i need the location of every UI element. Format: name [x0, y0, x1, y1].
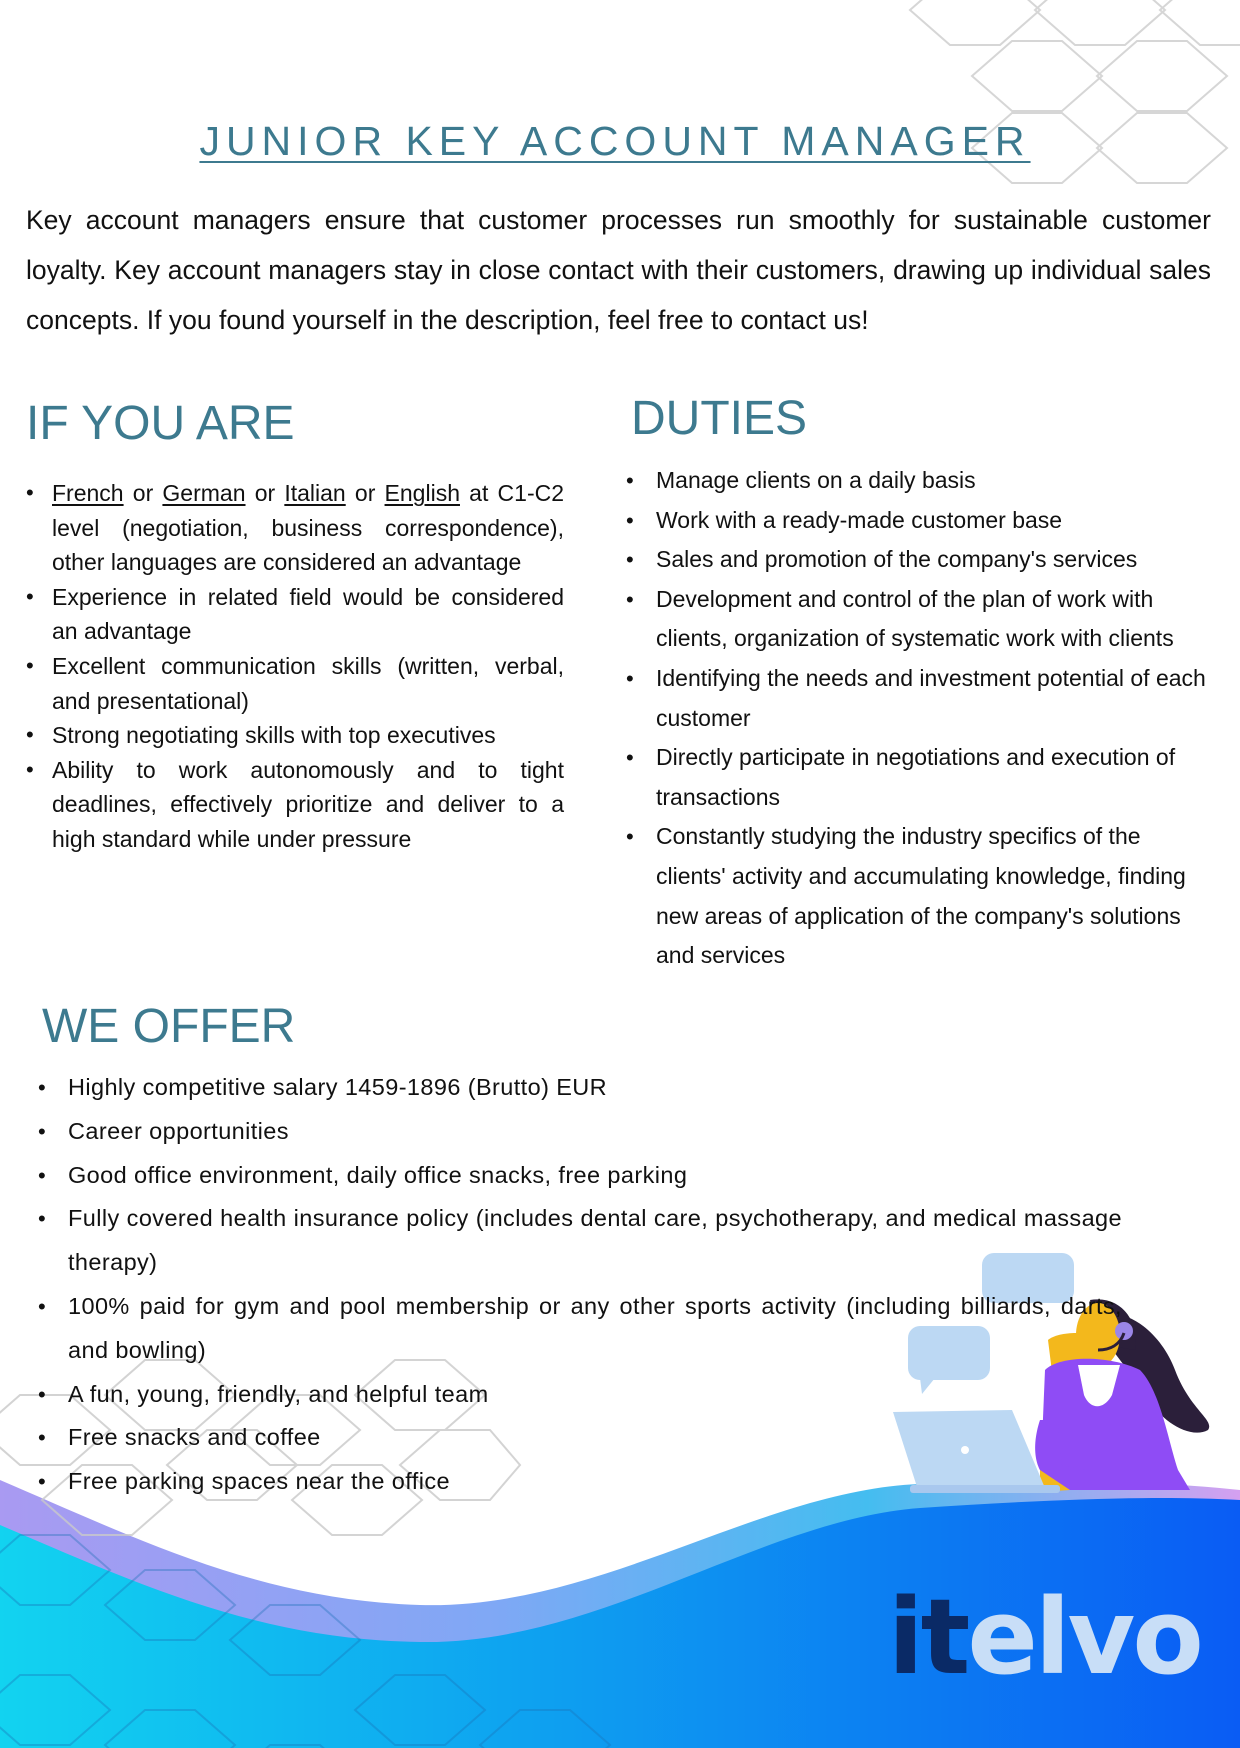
list-item: • Free snacks and coffee [42, 1416, 1122, 1460]
list-item: • Fully covered health insurance policy (includes dental care, psychotherapy, and medical massage therapy) [42, 1197, 1122, 1285]
list-item: • Identifying the needs and investment potential of each customer [626, 659, 1216, 738]
list-item: • A fun, young, friendly, and helpful team [42, 1373, 1122, 1417]
list-item: • Constantly studying the industry specifics of the clients' activity and accumulating knowledge, finding new areas of application of the company's solutions and services [626, 817, 1216, 975]
logo-part-dark: it [888, 1576, 968, 1698]
language-english: English [384, 480, 460, 506]
requirements-list [26, 476, 564, 857]
list-item: • Work with a ready-made customer base [626, 501, 1216, 541]
list-item: • Good office environment, daily office snacks, free parking [42, 1154, 1122, 1198]
duties-heading: DUTIES [631, 392, 808, 445]
list-item: • Sales and promotion of the company's services [626, 540, 1216, 580]
list-item: • Development and control of the plan of work with clients, organization of systematic work with clients [626, 580, 1216, 659]
list-item: • Directly participate in negotiations and execution of transactions [626, 738, 1216, 817]
language-french: French [52, 480, 124, 506]
if-you-are-heading: IF YOU ARE [26, 397, 295, 450]
intro-paragraph: Key account managers ensure that customer processes run smoothly for sustainable customer loyalty. Key account managers stay in close contact with their customers, drawing up individual sales concepts. If you found yourself in the description, feel free to contact us! [26, 205, 1211, 335]
list-item: • 100% paid for gym and pool membership or any other sports activity (including billiards, darts, and bowling) [42, 1285, 1122, 1373]
list-item: • Career opportunities [42, 1110, 1122, 1154]
list-item: • Strong negotiating skills with top executives [26, 718, 564, 753]
list-item: • Ability to work autonomously and to tight deadlines, effectively prioritize and deliver to a high standard while under pressure [26, 753, 564, 857]
list-item: • Highly competitive salary 1459-1896 (Brutto) EUR [42, 1066, 1122, 1110]
language-italian: Italian [284, 480, 346, 506]
we-offer-heading: WE OFFER [42, 1000, 296, 1053]
duties-list [626, 461, 1216, 976]
list-item: • Excellent communication skills (written, verbal, and presentational) [26, 649, 564, 718]
itelvo-logo [888, 1576, 1201, 1698]
logo-part-light: elvo [967, 1576, 1201, 1698]
language-german: German [162, 480, 246, 506]
list-item: • Experience in related field would be considered an advantage [26, 580, 564, 649]
list-item: • French or German or Italian or English at C1-C2 level (negotiation, business correspondence), other languages are considered an advantage [26, 476, 564, 580]
language-requirement-text: at C1-C2 level (negotiation, business correspondence), other languages are considered an advantage [52, 480, 565, 576]
list-item: • Free parking spaces near the office [42, 1460, 1122, 1504]
page-title: JUNIOR KEY ACCOUNT MANAGER [199, 118, 1031, 164]
benefits-list [42, 1066, 1122, 1504]
list-item: • Manage clients on a daily basis [626, 461, 1216, 501]
